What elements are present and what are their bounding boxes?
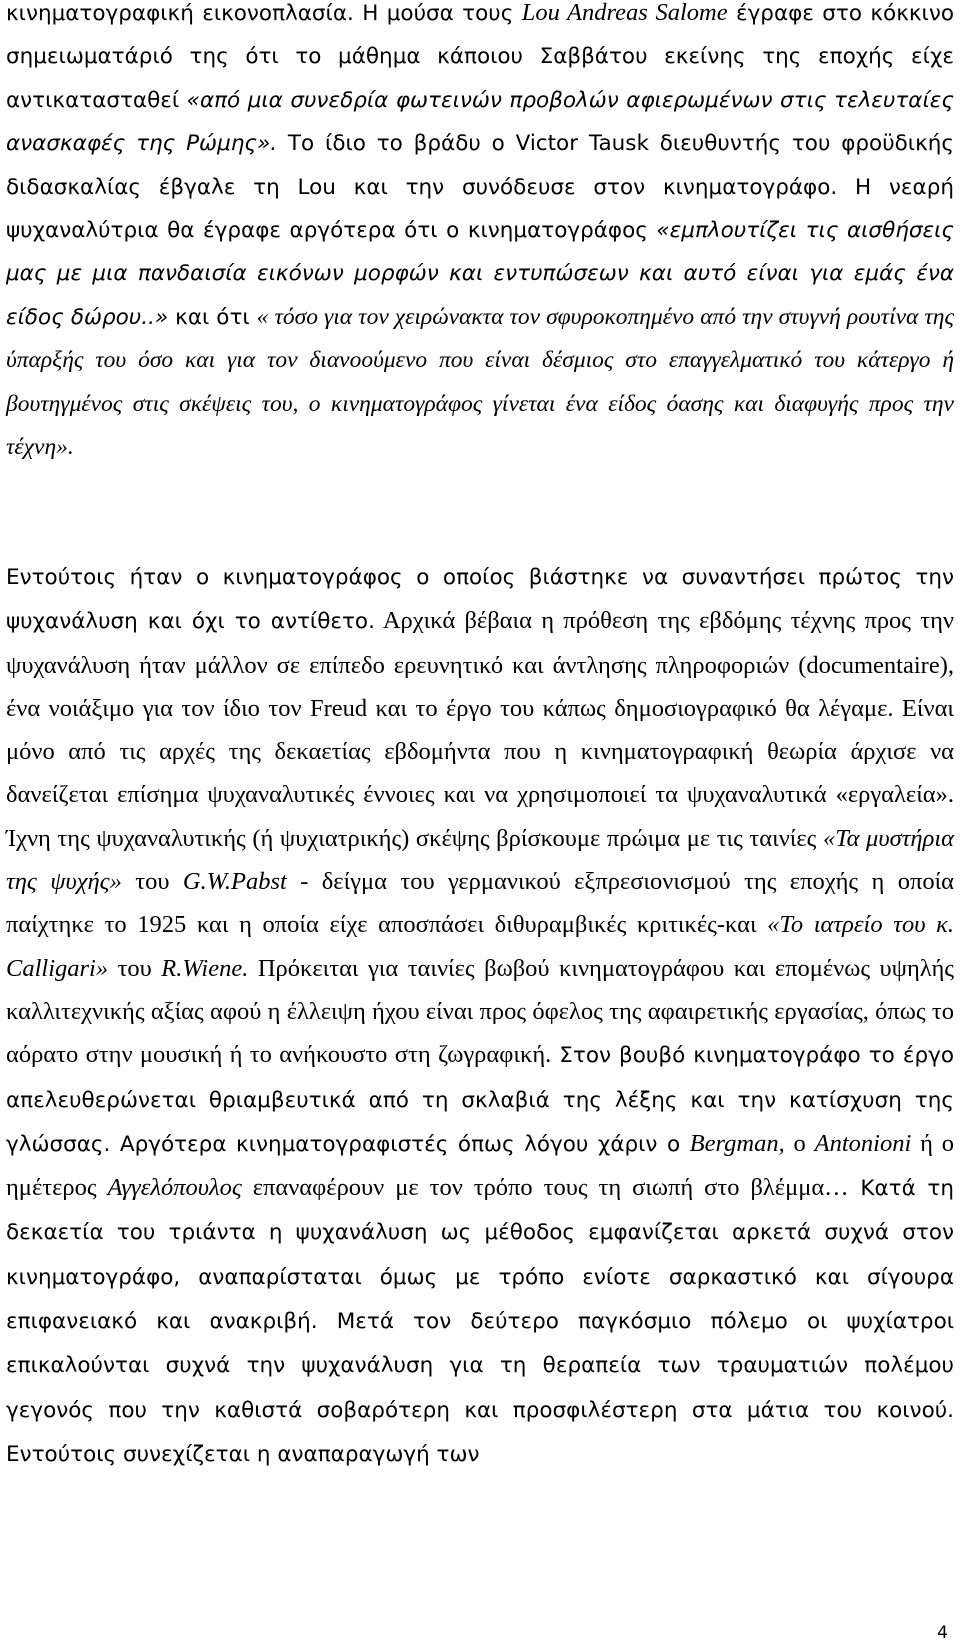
text-run: Εντούτοις συνεχίζεται η αναπαραγωγή των <box>6 1441 480 1467</box>
text-run: Αρχικά βέβαια η πρόθεση της εβδόμης τέχνης προς την ψυχανάλυση ήταν μάλλον σε επίπεδο ερευνητικό και άντλησης πληροφοριών (documentaire), ένα νοιάξιμο για τον ίδιο τον Freud και το έργο του κάπως δημοσιογραφικό θα λέγαμε. <box>6 607 954 722</box>
page-number: 4 <box>937 1623 948 1643</box>
text-run: Κατά τη δεκαετία του τριάντα η ψυχανάλυση ως μέθοδος εμφανίζεται αρκετά συχνά στον κινηματογράφο, αναπαρίσταται όμως με τρόπο ενίοτε σαρκαστικό και σίγουρα επιφανειακό και ανακριβή. <box>6 1176 954 1335</box>
director-name-italic: R.Wiene. <box>161 954 249 982</box>
quote-italic: «από μια συνεδρία φωτεινών προβολών αφιερωμένων στις τελευταίες ανασκαφές της Ρώμης». <box>6 87 954 157</box>
text-run: ή ο ημέτερος <box>6 1129 955 1202</box>
text-run: έγραφε στο κόκκινο σημειωματάριό της ότι το μάθημα κάποιου Σαββάτου εκείνης της εποχής είχε αντικατασταθεί <box>6 1 954 113</box>
film-title-italic: «Το ιατρείο του κ. Calligari» <box>6 911 954 982</box>
text-run: ο <box>784 1129 815 1157</box>
text-run: Εντούτοις ήταν ο κινηματογράφος ο οποίος βιάστηκε να συναντήσει πρώτος την ψυχανάλυση και όχι το αντίθετο. <box>6 565 954 635</box>
quote-italic: « τόσο για τον χειρώνακτα τον σφυροκοπημένο από την στυγνή ρουτίνα της ύπαρξής του όσο και για τον διανοούμενο που είναι δέσμιος στο επαγγελματικό του κάτεργο ή βουτηγμένος στις σκέψεις του, ο κινηματογράφος γίνεται ένα είδος όασης και διαφυγής προς την τέχνη». <box>6 303 955 461</box>
director-name-italic: Antonioni <box>814 1129 912 1157</box>
director-name-italic: Αγγελόπουλος <box>107 1174 242 1202</box>
text-run: Είναι μόνο από τις αρχές της δεκαετίας εβδομήντα που η κινηματογραφική θεωρία άρχισε να δανείζεται επίσημα ψυχαναλυτικές έννοιες και να χρησιμοποιεί τα ψυχαναλυτικά «εργαλεία». Ίχνη της ψυχαναλυτικής (ή ψυχιατρικής) σκέψης βρίσκουμε πρώιμα με τις ταινίες <box>6 694 954 852</box>
director-name-italic: G.W.Pabst <box>182 868 287 896</box>
text-run: επαναφέρουν με τον τρόπο τους τη σιωπή στο βλέμμα… <box>241 1174 849 1202</box>
film-title-italic: «Τα μυστήρια της ψυχής» <box>6 824 954 896</box>
director-name-italic: Bergman, <box>689 1129 785 1157</box>
paragraph-1 <box>6 0 954 469</box>
text-run: Αργότερα κινηματογραφιστές όπως λόγου χάριν ο <box>110 1131 690 1157</box>
text-run: Το ίδιο το βράδυ ο Victor Tausk διευθυντής του φροϋδικής διδασκαλίας έβγαλε τη Lou και την συνόδευσε στον κινηματογράφο. Η νεαρή ψυχαναλύτρια θα έγραφε αργότερα ότι ο κινηματογράφος <box>6 131 954 244</box>
text-run: του <box>121 868 183 896</box>
text-run-italic: Lou Andreas Salome <box>521 0 728 26</box>
quote-italic: «εμπλουτίζει τις αισθήσεις μας με μια πανδαισία εικόνων μορφών και εντυπώσεων και αυτό είναι για εμάς ένα είδος δώρου..» <box>6 218 954 330</box>
paragraph-2 <box>6 555 954 1476</box>
text-run: κινηματογραφική εικονοπλασία. Η μούσα τους <box>6 1 522 26</box>
text-run: Πρόκειται για ταινίες βωβού κινηματογράφου και επομένως υψηλής καλλιτεχνικής αξίας αφού η έλλειψη ήχου είναι προς όφελος της αφαιρετικής εργασίας, όπως το αόρατο στην μουσική ή το ανήκουστο στη ζωγραφική. <box>6 954 954 1069</box>
text-run: Στον βουβό κινηματογράφο το έργο απελευθερώνεται θριαμβευτικά από τη σκλαβιά της λέξης και την κατίσχυση της γλώσσας. <box>6 1043 955 1157</box>
text-run: - δείγμα του γερμανικού εξπρεσιονισμού της εποχής η οποία παίχτηκε το 1925 και η οποία είχε αποσπάσει διθυραμβικές κριτικές-και <box>6 868 955 939</box>
text-run: και ότι <box>168 304 257 330</box>
text-run: του <box>108 954 162 982</box>
text-run: Μετά τον δεύτερο παγκόσμιο πόλεμο οι ψυχίατροι επικαλούνται συχνά την ψυχανάλυση για τη θεραπεία των τραυματιών πολέμου γεγονός που την καθιστά σοβαρότερη και προσφιλέστερη στα μάτια του κοινού. <box>6 1309 954 1423</box>
